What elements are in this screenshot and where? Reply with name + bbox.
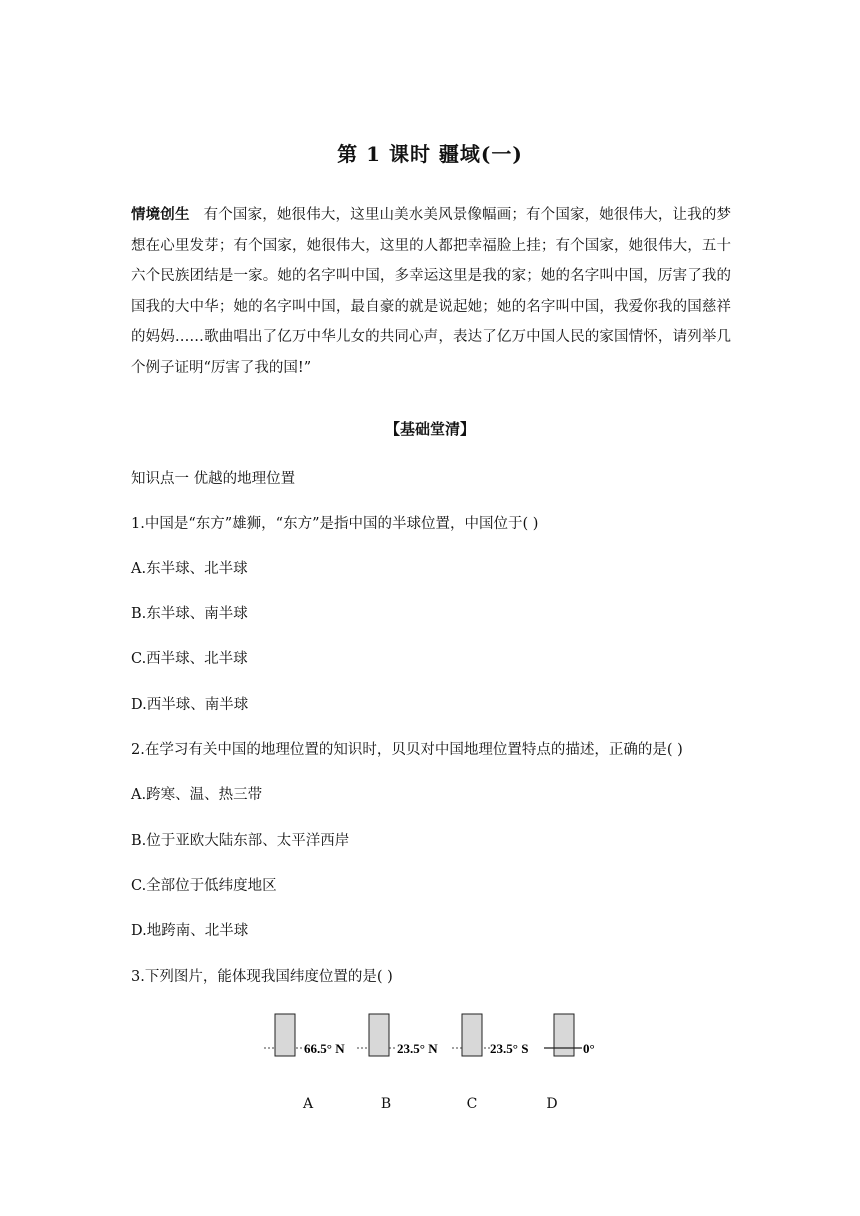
- latitude-panel-b: [357, 1008, 447, 1068]
- question-1-stem: 1.中国是“东方”雄狮，“东方”是指中国的半球位置，中国位于( ): [131, 516, 539, 532]
- question-1-option-b: B.东半球、南半球: [131, 606, 248, 622]
- latitude-figure: [262, 1008, 602, 1112]
- option-letter-b: B: [380, 1096, 392, 1112]
- latitude-panel-d: [544, 1008, 602, 1068]
- latitude-label-c: 23.5° S: [490, 1041, 529, 1056]
- latitude-panel-c: [452, 1008, 544, 1068]
- question-2-option-a: A.跨寒、温、热三带: [131, 787, 263, 803]
- scenario-paragraph: [131, 200, 731, 383]
- option-letter-a: A: [302, 1096, 314, 1112]
- question-3-stem: 3.下列图片，能体现我国纬度位置的是( ): [131, 969, 393, 985]
- latitude-label-a: 66.5° N: [304, 1041, 345, 1056]
- knowledge-point-heading: 知识点一 优越的地理位置: [131, 471, 296, 487]
- lesson-title: 第 1 课时 疆域(一): [337, 142, 523, 166]
- question-1-option-d: D.西半球、南半球: [131, 697, 249, 713]
- question-2-option-c: C.全部位于低纬度地区: [131, 878, 277, 894]
- question-2-option-d: D.地跨南、北半球: [131, 923, 249, 939]
- option-letter-c: C: [466, 1096, 478, 1112]
- question-2-stem: 2.在学习有关中国的地理位置的知识时，贝贝对中国地理位置特点的描述，正确的是( ): [131, 742, 683, 758]
- section-heading: 【基础堂清】: [384, 420, 475, 438]
- scenario-text: 有个国家，她很伟大，这里山美水美风景像幅画；有个国家，她很伟大，让我的梦想在心里发芽；有个国家，她很伟大，这里的人都把幸福脸上挂；有个国家，她很伟大，五十六个民族团结是一家。她的名字叫中国，多幸运这里是我的家；她的名字叫中国，厉害了我的国我的大中华；她的名字叫中国，最自豪的就是说起她；她的名字叫中国，我爱你我的国慈祥的妈妈……歌曲唱出了亿万中华儿女的共同心声，表达了亿万中国人民的家国情怀，请列举几个例子证明“厉害了我的国!”: [131, 207, 732, 376]
- latitude-label-b: 23.5° N: [397, 1041, 438, 1056]
- scenario-lead: 情境创生: [131, 206, 190, 223]
- question-1-option-a: A.东半球、北半球: [131, 561, 248, 577]
- option-letter-d: D: [546, 1096, 558, 1112]
- latitude-label-d: 0°: [583, 1041, 595, 1056]
- latitude-panel-a: [264, 1008, 354, 1068]
- question-2-option-b: B.位于亚欧大陆东部、太平洋西岸: [131, 833, 350, 849]
- question-1-option-c: C.西半球、北半球: [131, 651, 248, 667]
